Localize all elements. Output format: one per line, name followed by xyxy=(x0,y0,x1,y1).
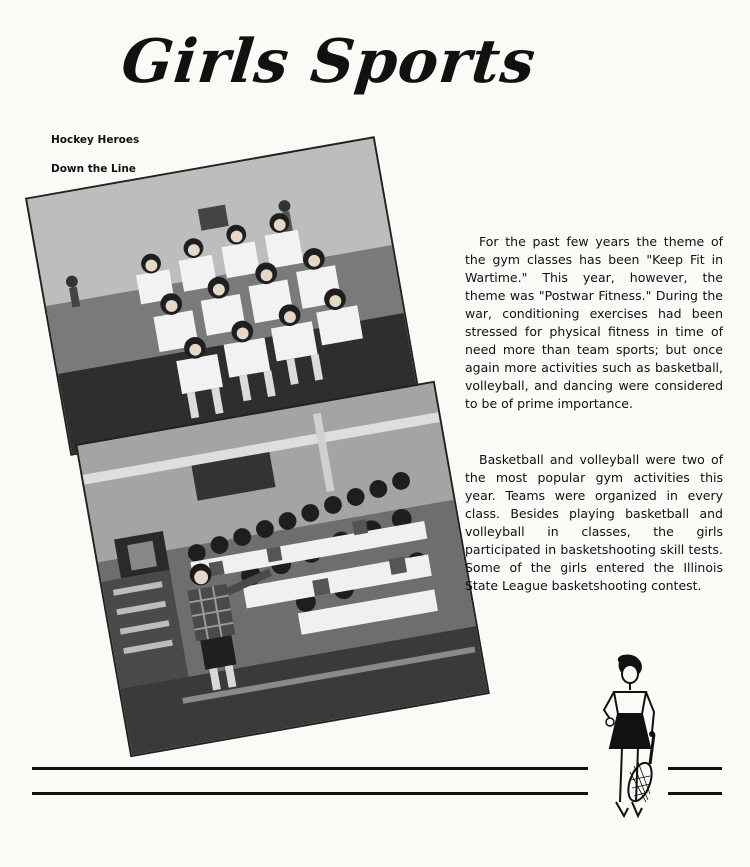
page-title: Girls Sports xyxy=(118,27,540,97)
divider-rule xyxy=(668,767,722,770)
divider-rule xyxy=(32,792,588,795)
gym-class-photo-image xyxy=(75,381,490,758)
gym-class-photo xyxy=(75,381,490,758)
caption-hockey-heroes: Hockey Heroes xyxy=(51,134,140,146)
paragraph-postwar-fitness: For the past few years the theme of the gym classes has been "Keep Fit in Wartime." This year, however, the theme was "Postwar Fitness." During the war, conditioning exercises had been stressed for physical fitness in time of need more than team sports; but once again more activities such as basketball, volleyball, and dancing were considered to be of prime importance. xyxy=(465,234,723,411)
divider-rule xyxy=(668,792,722,795)
paragraph-basketball-volleyball: Basketball and volleyball were two of the most popular gym activities this year. Teams were organized in every class. Besides playing basketball and volleyball in classes, the girls participated in basketshooting skill tests. Some of the girls entered the Illinois State League basketshooting contest. xyxy=(465,452,723,593)
caption-down-the-line: Down the Line xyxy=(51,163,136,175)
divider-rule xyxy=(32,767,588,770)
tennis-girl-illustration xyxy=(592,652,668,838)
